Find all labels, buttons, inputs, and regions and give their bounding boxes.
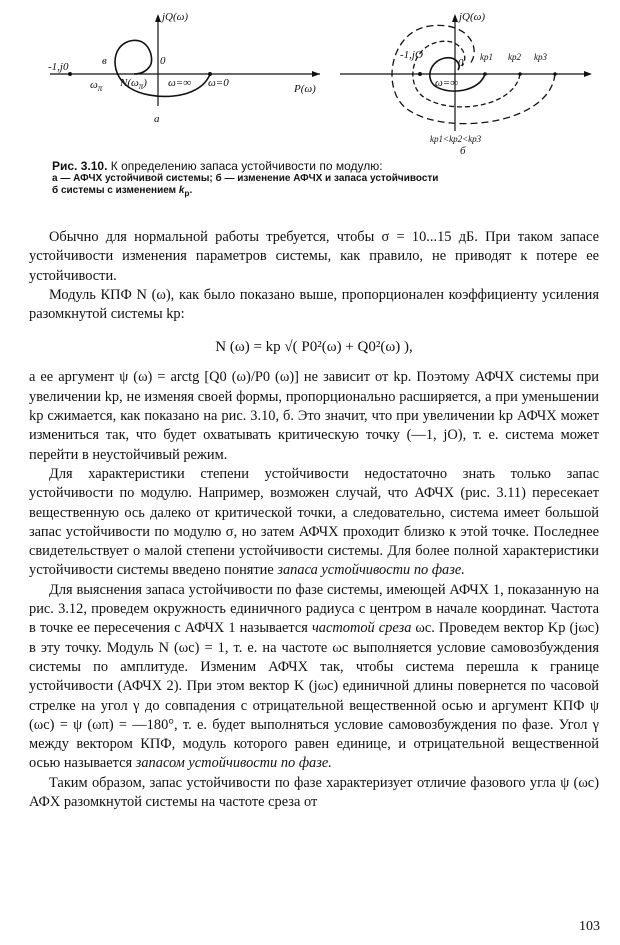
- right-x-arrow: [584, 71, 592, 77]
- left-n-omega-label: $N(\omega_\pi)$: [120, 77, 147, 91]
- left-critical-point: [68, 72, 72, 76]
- paragraph-1: Обычно для нормальной работы требуется, чтобы σ = 10...15 дБ. При таком запасе устойчивости изменения параметров системы, как правило, не приводят к потере ее устойчивости.: [29, 229, 599, 284]
- left-omega-zero-label: ω=0: [208, 77, 229, 89]
- diagram-a: [48, 11, 320, 125]
- left-omega-pi-label: $\omega_\pi$: [90, 79, 103, 93]
- right-critical-point: [418, 72, 422, 76]
- figure-caption: [52, 160, 582, 199]
- page-number: 103: [579, 919, 600, 934]
- paragraph-2: Модуль КПФ N (ω), как было показано выше, пропорционален коэффициенту усиления разомкнутой системы kр:: [29, 286, 599, 323]
- left-x-arrow: [312, 71, 320, 77]
- left-origin-label: 0: [160, 55, 166, 67]
- right-inequality-label: kp1<kp2<kp3: [430, 134, 482, 144]
- caption-line-3: б системы с изменением $k_p$.: [52, 185, 193, 198]
- left-sub-label: а: [154, 113, 160, 125]
- left-y-label: jQ(ω): [162, 11, 189, 23]
- paragraph-5: Для выяснения запаса устойчивости по фазе системы, имеющей АФЧХ 1, показанную на рис. 3.12, проведем окружность единичного радиуса с центром в начале координат. Частота в точке ее пересечения с АФЧХ 1 называется частотой среза ωс. Проведем вектор Kр (jωс) в эту точку. Модуль N (ωс) = 1, т. е. на частоте ωс выполняется условие самовозбуждения системы по амплитуде. Изменим АФЧХ так, чтобы система перешла к границе устойчивости (АФЧХ 2). При этом вектор K (jωс) единичной длины повернется по часовой стрелке на угол γ до совпадения с отрицательной вещественной осью и аргумент КПФ ψ (ωс) = ψ (ωπ) = —180°, т. е. будет выполняться условие самовозбуждения по фазе. Угол γ между вектором КПФ, модуль которого равен единице, и отрицательной вещественной осью называется запасом устойчивости по фазе.: [29, 581, 599, 772]
- paragraph-3: а ее аргумент ψ (ω) = arctg [Q0 (ω)/P0 (ω)] не зависит от kр. Поэтому АФЧХ системы при увеличении kр, не изменяя своей формы, пропорционально расширяется, а при уменьшении kр сжимается, как показано на рис. 3.10, б. Это значит, что при увеличении kр АФЧХ может измениться так, что будет охватывать критическую точку (—1, jO), т. е. система может перейти в неустойчивый режим.: [29, 369, 599, 463]
- caption-line-2: а — АФЧХ устойчивой системы; б — изменение АФЧХ и запаса устойчивости: [52, 173, 439, 184]
- right-minus-one-label: -1,jO: [400, 49, 423, 61]
- right-kp2-point: [518, 72, 522, 76]
- left-omega-inf-label: ω=∞: [168, 77, 192, 89]
- right-k2-label: kp2: [508, 52, 521, 62]
- diagram-b: [340, 11, 592, 156]
- right-k3-label: kp3: [534, 52, 547, 62]
- left-minus-one-label: -1,j0: [48, 61, 69, 73]
- right-sub-label: б: [460, 145, 466, 156]
- body-text: [29, 228, 599, 812]
- formula-n-omega: N (ω) = kр √( P0²(ω) + Q0²(ω) ),: [215, 339, 413, 356]
- left-y-arrow: [155, 14, 161, 22]
- right-y-arrow: [452, 14, 458, 22]
- left-x-label: P(ω): [294, 83, 316, 95]
- right-omega-inf-label: ω=∞: [435, 77, 459, 89]
- left-point-b-label: в: [102, 55, 107, 67]
- right-kp1-point: [483, 72, 487, 76]
- figure-svg: [30, 6, 605, 156]
- right-kp3-point: [553, 72, 557, 76]
- figure-3-10: [30, 6, 605, 156]
- paragraph-6: Таким образом, запас устойчивости по фазе характеризует отличие фазового угла ψ (ωс) АФХ разомкнутой системы на частоте среза от: [29, 774, 599, 811]
- right-origin-label: 0: [458, 57, 464, 69]
- right-y-label: jQ(ω): [459, 11, 486, 23]
- left-omega-zero-point: [208, 72, 212, 76]
- caption-title: Рис. 3.10. К определению запаса устойчивости по модулю:: [52, 159, 383, 173]
- paragraph-4: Для характеристики степени устойчивости недостаточно знать только запас устойчивости по модулю. Например, возможен случай, что АФЧХ (рис. 3.11) пересекает вещественную ось далеко от критической точки, а следовательно, система имеет большой запас устойчивости по модулю σ, но затем АФЧХ проходит близко к этой точке. Последнее свидетельствует о малой степени устойчивости системы. Для более полной характеристики устойчивости системы введено понятие запаса устойчивости по фазе.: [29, 465, 599, 579]
- right-k1-label: kp1: [480, 52, 493, 62]
